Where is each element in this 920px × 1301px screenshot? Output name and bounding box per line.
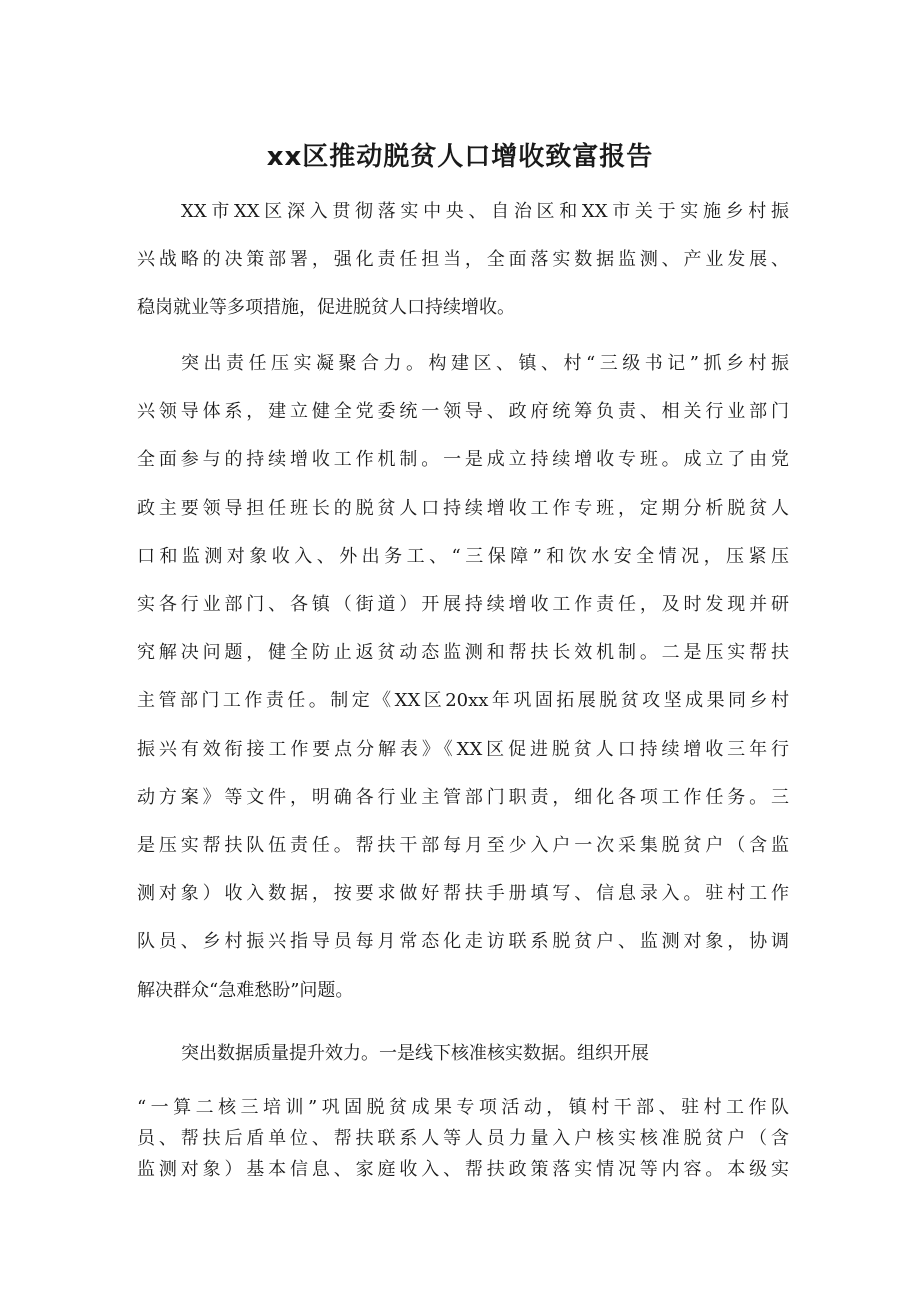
paragraph-line: 队员、乡村振兴指导员每月常态化走访联系脱贫户、监测对象，协调	[137, 931, 789, 953]
paragraph-line: 动方案》等文件，明确各行业主管部门职责，细化各项工作任务。三	[137, 786, 789, 808]
paragraph-line: 是压实帮扶队伍责任。帮扶干部每月至少入户一次采集脱贫户（含监	[137, 835, 789, 857]
paragraph-line: 全面参与的持续增收工作机制。一是成立持续增收专班。成立了由党	[137, 449, 789, 471]
paragraph-line: 政主要领导担任班长的脱贫人口持续增收工作专班，定期分析脱贫人	[137, 497, 789, 519]
paragraph-line: 究解决问题，健全防止返贫动态监测和帮扶长效机制。二是压实帮扶	[137, 642, 789, 664]
paragraph-line: 稳岗就业等多项措施，促进脱贫人口持续增收。	[137, 297, 515, 319]
paragraph-line: 振兴有效衔接工作要点分解表》《XX区促进脱贫人口持续增收三年行	[137, 738, 789, 760]
paragraph-line: 突出责任压实凝聚合力。构建区、镇、村“三级书记”抓乡村振	[181, 353, 789, 374]
paragraph-line: “一算二核三培训”巩固脱贫成果专项活动，镇村干部、驻村工作队	[137, 1097, 789, 1118]
paragraph-line: 测对象）收入数据，按要求做好帮扶手册填写、信息录入。驻村工作	[137, 883, 789, 905]
document-title: xx区推动脱贫人口增收致富报告	[266, 142, 654, 172]
paragraph-1	[137, 188, 789, 333]
paragraph-line: 员、帮扶后盾单位、帮扶联系人等人员力量入户核实核准脱贫户（含	[137, 1128, 789, 1149]
paragraph-line: 兴战略的决策部署，强化责任担当，全面落实数据监测、产业发展、	[137, 249, 789, 271]
paragraph-line: 监测对象）基本信息、家庭收入、帮扶政策落实情况等内容。本级实	[137, 1159, 789, 1180]
paragraph-line: 实各行业部门、各镇（街道）开展持续增收工作责任，及时发现并研	[137, 594, 789, 616]
paragraph-2	[137, 340, 789, 1015]
paragraph-line: 兴领导体系，建立健全党委统一领导、政府统筹负责、相关行业部门	[137, 401, 789, 423]
paragraph-line: 口和监测对象收入、外出务工、“三保障”和饮水安全情况，压紧压	[137, 545, 789, 567]
paragraph-line: 主管部门工作责任。制定《XX区20xx年巩固拓展脱贫攻坚成果同乡村	[137, 690, 789, 712]
paragraph-3-body	[137, 1092, 789, 1185]
paragraph-line: 突出数据质量提升效力。一是线下核准核实数据。组织开展	[181, 1043, 649, 1064]
paragraph-line: XX市XX区深入贯彻落实中央、自治区和XX市关于实施乡村振	[181, 201, 789, 222]
paragraph-3-lead	[137, 1030, 789, 1078]
paragraph-line: 解决群众“急难愁盼”问题。	[137, 979, 354, 1001]
